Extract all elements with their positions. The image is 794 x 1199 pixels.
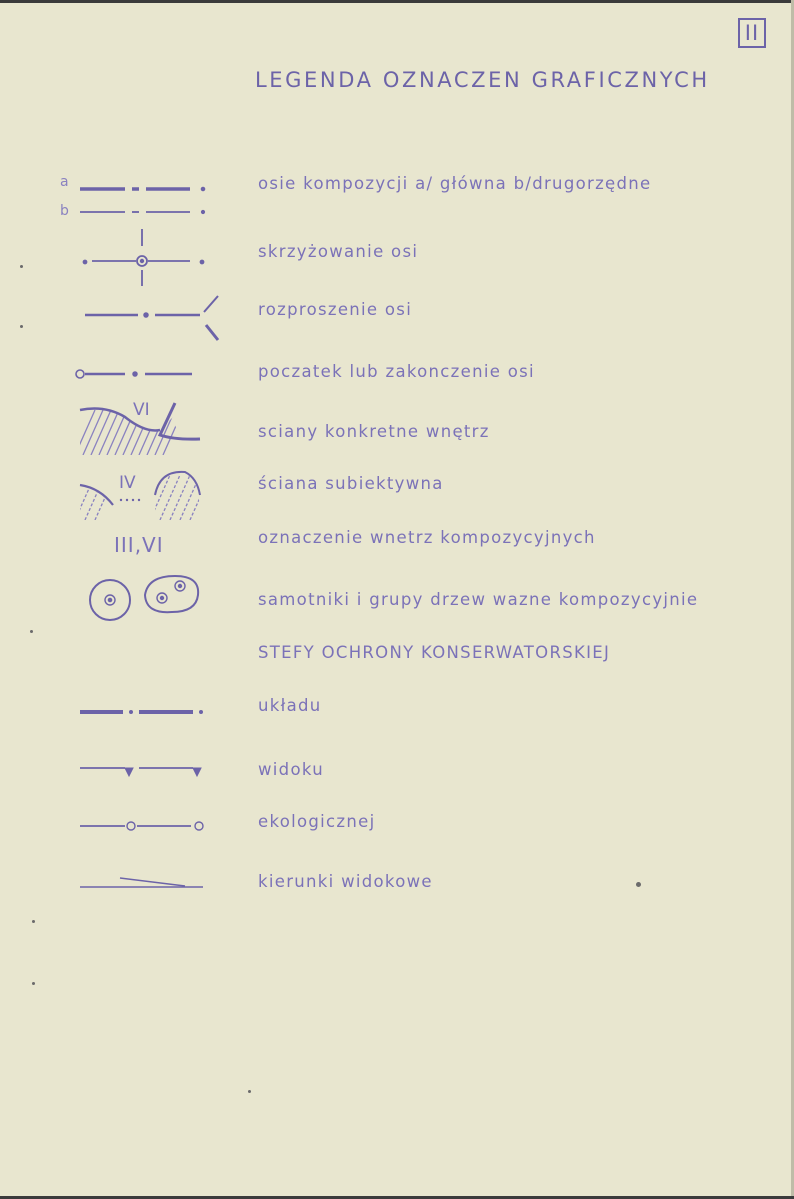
view-direction-symbol [75, 872, 215, 892]
axis-mark-b: b [60, 203, 69, 219]
ecological-zone-symbol [75, 816, 215, 836]
paper-speck [248, 1090, 251, 1093]
paper-speck [20, 265, 23, 268]
intersection-symbol [80, 226, 210, 290]
paper-speck [32, 982, 35, 985]
interior-numbers: III,VI [114, 533, 164, 557]
subjective-wall-number: IV [119, 473, 136, 493]
layout-zone-symbol [75, 704, 215, 720]
axis-symbol [75, 180, 215, 220]
dispersion-symbol [80, 292, 240, 347]
wall-number: VI [133, 400, 150, 420]
trees-symbol [80, 570, 210, 625]
legend-item-layout-zone: układu [258, 696, 322, 715]
page-number: II [738, 18, 766, 48]
legend-item-trees: samotniki i grupy drzew wazne kompozycyjnie [258, 590, 699, 609]
paper-speck [636, 882, 641, 887]
view-zone-symbol [75, 760, 215, 780]
legend-item-intersection: skrzyżowanie osi [258, 242, 419, 261]
paper-speck [32, 920, 35, 923]
legend-item-ecological-zone: ekologicznej [258, 812, 376, 831]
axis-start-end-symbol [70, 364, 200, 384]
legend-item-subjective-wall: ściana subiektywna [258, 474, 444, 493]
subjective-wall-symbol [75, 460, 205, 520]
legend-item-dispersion: rozproszenie osi [258, 300, 413, 319]
concrete-wall-symbol [75, 395, 205, 455]
legend-item-concrete-walls: sciany konkretne wnętrz [258, 422, 490, 441]
paper-speck [20, 325, 23, 328]
legend-item-view-zone: widoku [258, 760, 324, 779]
conservation-zones-heading: STEFY OCHRONY KONSERWATORSKIEJ [258, 643, 611, 662]
legend-item-view-directions: kierunki widokowe [258, 872, 433, 891]
legend-item-interiors: oznaczenie wnetrz kompozycyjnych [258, 528, 596, 547]
legend-item-start-end: poczatek lub zakonczenie osi [258, 362, 535, 381]
paper-speck [30, 630, 33, 633]
page-title: LEGENDA OZNACZEN GRAFICZNYCH [255, 68, 710, 92]
page-top-edge [0, 0, 794, 3]
axis-mark-a: a [60, 174, 69, 190]
legend-item-axes: osie kompozycji a/ główna b/drugorzędne [258, 174, 652, 193]
